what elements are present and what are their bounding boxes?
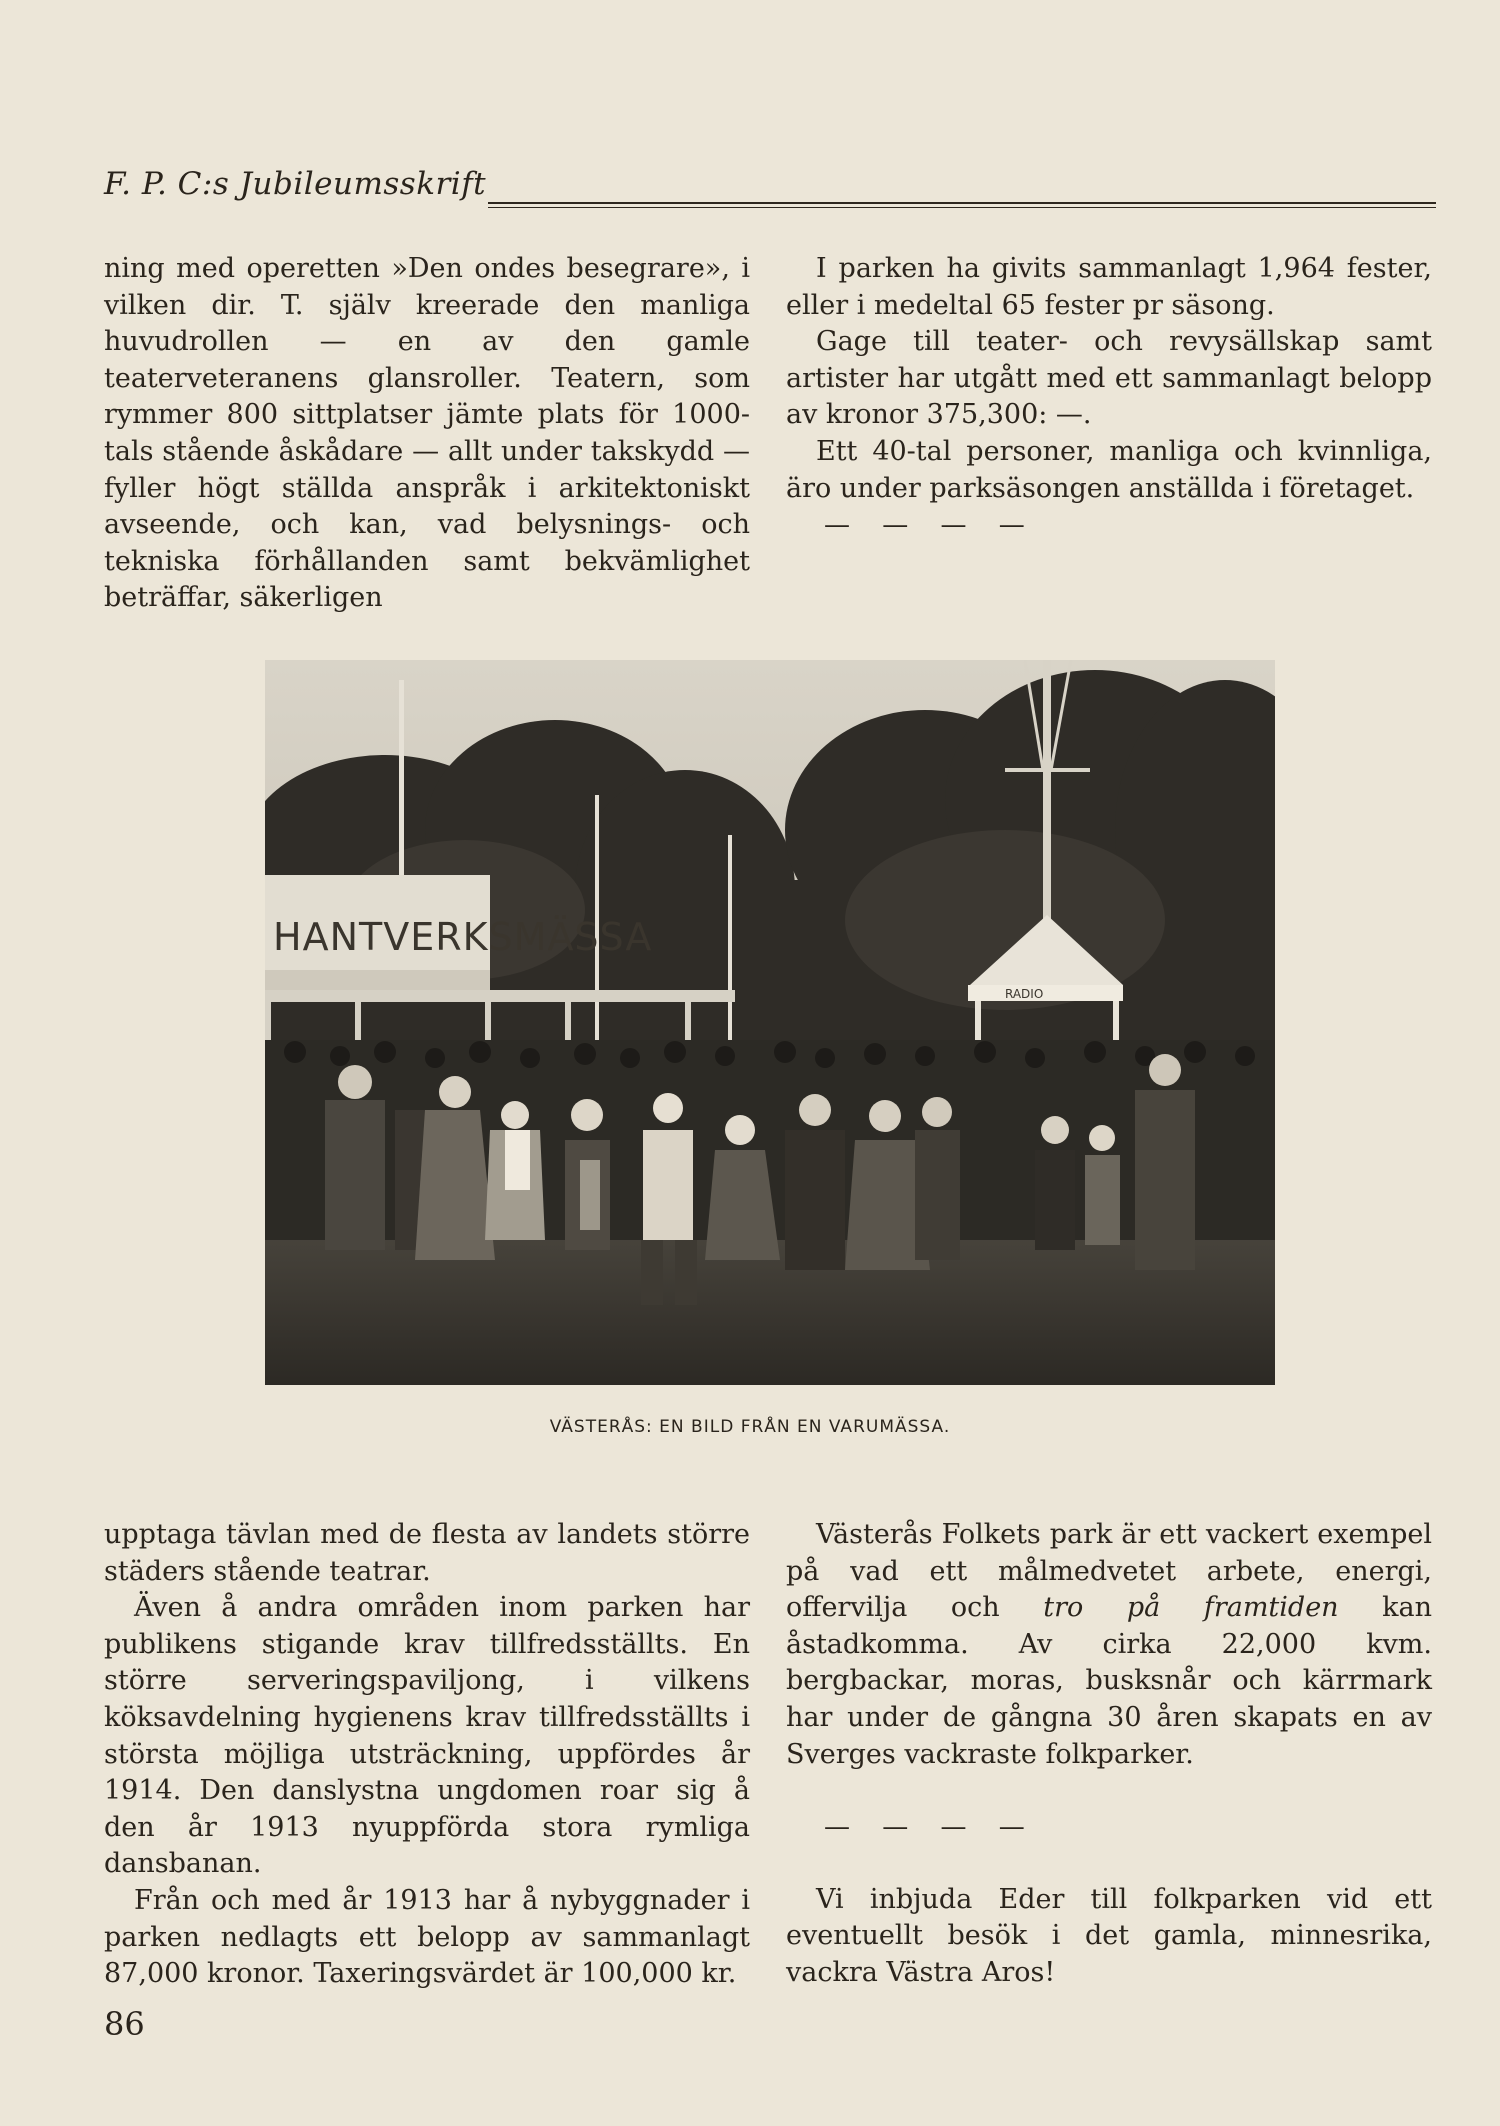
photo-illustration <box>265 660 1275 1385</box>
spacer <box>786 1846 1432 1882</box>
header-rule <box>488 202 1436 208</box>
bottom-left-column <box>104 1517 750 1993</box>
paragraph-text: kan åstadkomma. Av cirka 22,000 kvm. bergbackar, moras, busksnår och kärrmark har under de gångna 30 åren skapats en av Sverges vackraste folkparker. <box>786 1592 1433 1770</box>
running-header <box>104 166 1436 210</box>
bottom-right-column <box>786 1517 1432 1992</box>
page-number: 86 <box>104 2005 145 2043</box>
section-separator: — — — — <box>824 510 1037 541</box>
paragraph: Från och med år 1913 har å nybyggnader i parken nedlagts ett belopp av sammanlagt 87,000 kronor. Taxeringsvärdet är 100,000 kr. <box>104 1884 750 1990</box>
paragraph: ning med operetten »Den ondes besegrare», i vilken dir. T. själv kreerade den manliga huvudrollen — en av den gamle teaterveteranens glansroller. Teatern, som rymmer 800 sittplatser jämte plats för 1000-tals stående åskådare — allt under takskydd — fyller högt ställda anspråk i arkitektoniskt avseende, och kan, vad belysnings- och tekniska förhållanden samt bekvämlighet beträffar, säkerligen <box>104 253 750 614</box>
header-title: F. P. C:s Jubileumsskrift <box>104 166 487 202</box>
spacer <box>786 1773 1432 1809</box>
kiosk-text: RADIO <box>1005 987 1044 1001</box>
top-right-column <box>786 251 1432 544</box>
paragraph: upptaga tävlan med de flesta av landets större städers stående teatrar. <box>104 1519 750 1587</box>
paragraph-text: Västerås Folkets park är ett vackert exempel på vad ett målmedvetet arbete, energi, offervilja och <box>786 1519 1432 1624</box>
top-left-column <box>104 251 750 617</box>
section-separator: — — — — <box>824 1812 1037 1843</box>
sign-text: HANTVERKSMÄSSA <box>273 915 653 959</box>
paragraph: Ett 40-tal personer, manliga och kvinnliga, äro under parksäsongen anställda i företaget. <box>786 435 1432 504</box>
paragraph: Även å andra områden inom parken har publikens stigande krav tillfredsställts. En större serveringspaviljong, i vilkens köksavdelning hygienens krav tillfredsställts i största möjliga utsträckning, uppfördes år 1914. Den danslystna ungdomen roar sig å den år 1913 nyuppförda stora rymliga dansbanan. <box>104 1592 750 1880</box>
photograph <box>265 660 1275 1385</box>
paragraph: Vi inbjuda Eder till folkparken vid ett eventuellt besök i det gamla, minnesrika, vackra Västra Aros! <box>786 1883 1432 1988</box>
paragraph: I parken ha givits sammanlagt 1,964 fester, eller i medeltal 65 fester pr säsong. <box>786 253 1432 321</box>
photo-caption: VÄSTERÅS: EN BILD FRÅN EN VARUMÄSSA. <box>549 1417 951 1437</box>
paragraph: Gage till teater- och revysällskap samt artister har utgått med ett sammanlagt belopp av kronor 375,300: —. <box>786 326 1432 431</box>
paragraph <box>786 1517 1432 1773</box>
italic-phrase: tro på framtiden <box>1043 1592 1339 1624</box>
